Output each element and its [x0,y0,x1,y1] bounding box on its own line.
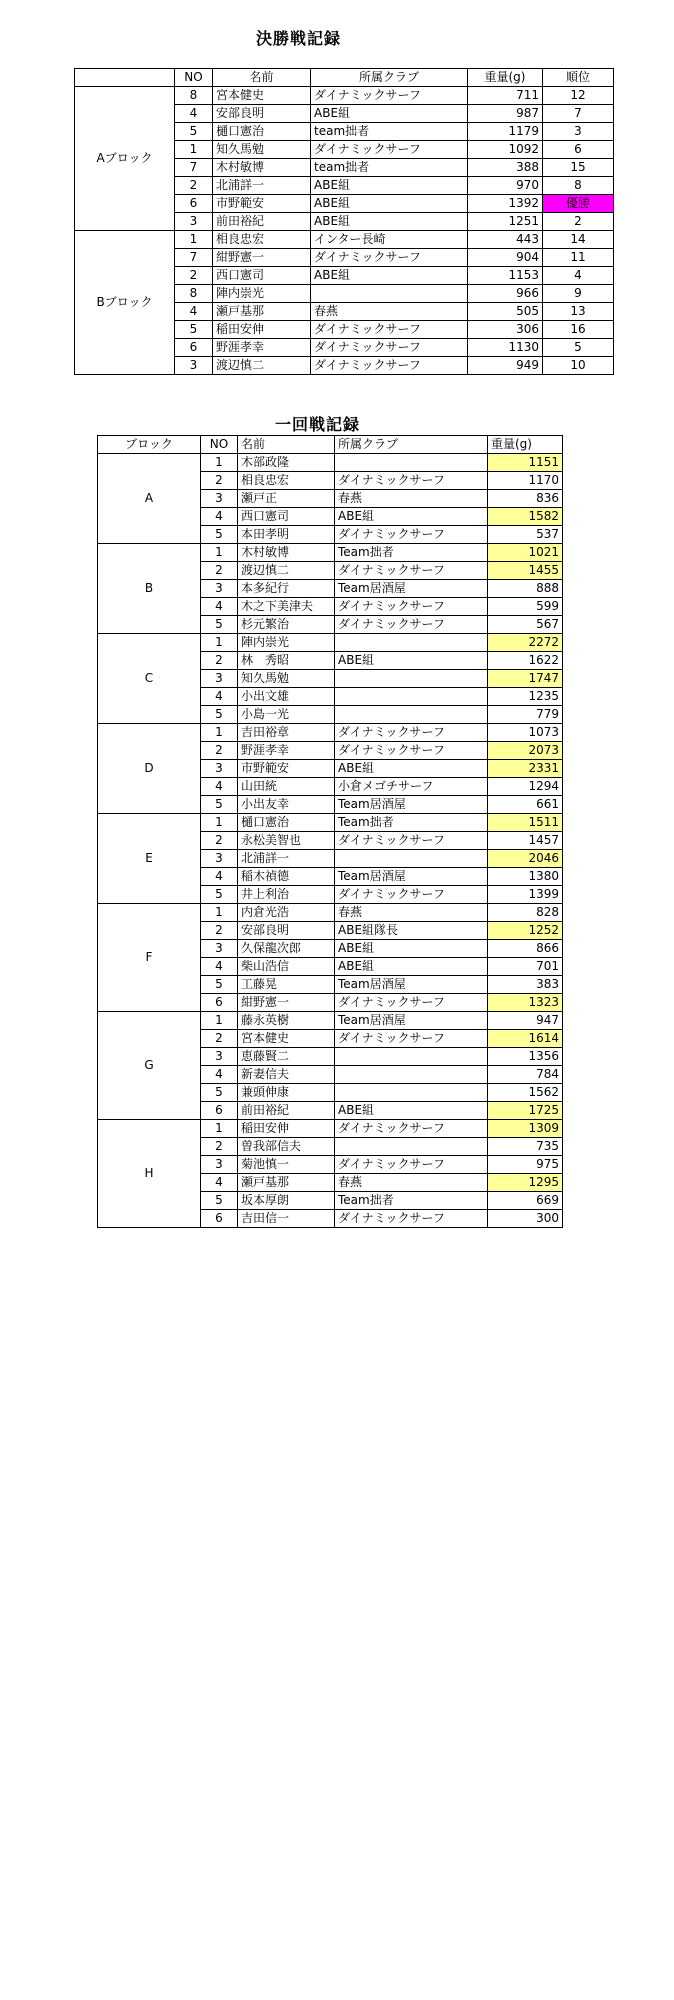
entry-club: ABE組 [335,760,488,778]
entry-name: 兼頭伸康 [238,1084,335,1102]
header-rank: 順位 [543,69,614,87]
entry-no: 1 [175,141,213,159]
entry-weight: 836 [488,490,563,508]
entry-name: 北浦詳一 [238,850,335,868]
entry-club: ダイナミックサーフ [335,742,488,760]
entry-name: 井上利治 [238,886,335,904]
entry-club [335,1066,488,1084]
winner-badge: 優勝 [543,195,614,213]
header-block-spacer [75,69,175,87]
qualified-weight: 2331 [488,760,563,778]
entry-rank: 8 [543,177,614,195]
table-row [75,231,614,249]
entry-club [335,706,488,724]
entry-name: 木之下美津夫 [238,598,335,616]
entry-club: team拙者 [311,159,468,177]
entry-rank: 6 [543,141,614,159]
entry-name: 木村敏博 [213,159,311,177]
entry-weight: 1251 [468,213,543,231]
entry-rank: 2 [543,213,614,231]
entry-no: 3 [201,1156,238,1174]
entry-no: 4 [201,1066,238,1084]
final-record-table [74,68,614,375]
entry-no: 3 [201,760,238,778]
block-label: B [98,544,201,634]
entry-name: 西口憲司 [213,267,311,285]
header-weight: 重量(g) [468,69,543,87]
entry-club: インター長崎 [311,231,468,249]
entry-no: 2 [175,267,213,285]
entry-weight: 1235 [488,688,563,706]
entry-club: 春燕 [311,303,468,321]
entry-no: 3 [201,580,238,598]
entry-club [335,1048,488,1066]
entry-club: ダイナミックサーフ [335,1210,488,1228]
entry-name: 相良忠宏 [213,231,311,249]
entry-name: 小島一光 [238,706,335,724]
entry-no: 4 [201,508,238,526]
block-label: E [98,814,201,904]
entry-name: 恵藤賢二 [238,1048,335,1066]
entry-club: ダイナミックサーフ [335,472,488,490]
entry-club: ダイナミックサーフ [335,526,488,544]
entry-no: 5 [175,321,213,339]
entry-no: 4 [201,1174,238,1192]
entry-name: 前田裕紀 [238,1102,335,1120]
qualified-weight: 1614 [488,1030,563,1048]
entry-club: ダイナミックサーフ [335,562,488,580]
entry-no: 1 [201,1120,238,1138]
entry-no: 2 [201,1138,238,1156]
entry-club: ダイナミックサーフ [311,141,468,159]
entry-club: ダイナミックサーフ [335,994,488,1012]
entry-no: 4 [201,778,238,796]
entry-name: 吉田信一 [238,1210,335,1228]
entry-weight: 443 [468,231,543,249]
entry-name: 小出文雄 [238,688,335,706]
entry-club: 春燕 [335,904,488,922]
entry-name: 野涯孝幸 [213,339,311,357]
entry-club: ABE組 [335,508,488,526]
qualified-weight: 2046 [488,850,563,868]
qualified-weight: 1455 [488,562,563,580]
entry-club: ダイナミックサーフ [335,1156,488,1174]
table-row [75,87,614,105]
entry-name: 野涯孝幸 [238,742,335,760]
table-row [98,1012,563,1030]
entry-name: 渡辺慎二 [213,357,311,375]
entry-club [335,688,488,706]
entry-name: 杉元繁治 [238,616,335,634]
entry-weight: 784 [488,1066,563,1084]
table-row [98,544,563,562]
entry-weight: 970 [468,177,543,195]
entry-rank: 9 [543,285,614,303]
entry-club: ダイナミックサーフ [335,1120,488,1138]
entry-weight: 711 [468,87,543,105]
qualified-weight: 1309 [488,1120,563,1138]
entry-weight: 1622 [488,652,563,670]
header-no: NO [175,69,213,87]
entry-club: ダイナミックサーフ [311,87,468,105]
qualified-weight: 2073 [488,742,563,760]
entry-no: 2 [201,742,238,760]
entry-weight: 1399 [488,886,563,904]
block-label: A [98,454,201,544]
entry-weight: 1170 [488,472,563,490]
final-record-body [75,87,614,375]
entry-club: ABE組 [335,652,488,670]
entry-club: ダイナミックサーフ [311,249,468,267]
header-name: 名前 [213,69,311,87]
first-round-table [97,435,563,1228]
entry-weight: 300 [488,1210,563,1228]
entry-weight: 1562 [488,1084,563,1102]
header-club: 所属クラブ [311,69,468,87]
entry-name: 永松美智也 [238,832,335,850]
final-record-title: 決勝戦記録 [256,29,342,48]
entry-club: ABE組隊長 [335,922,488,940]
entry-weight: 661 [488,796,563,814]
entry-weight: 866 [488,940,563,958]
entry-name: 宮本健史 [213,87,311,105]
entry-name: 本田孝明 [238,526,335,544]
entry-weight: 505 [468,303,543,321]
entry-club: ダイナミックサーフ [311,321,468,339]
entry-name: 小出友幸 [238,796,335,814]
entry-name: 久保龍次郎 [238,940,335,958]
entry-weight: 537 [488,526,563,544]
entry-club: ダイナミックサーフ [335,886,488,904]
block-label: D [98,724,201,814]
entry-weight: 888 [488,580,563,598]
entry-weight: 669 [488,1192,563,1210]
qualified-weight: 1252 [488,922,563,940]
entry-name: 瀬戸基那 [213,303,311,321]
entry-club: ABE組 [335,958,488,976]
entry-name: 安部良明 [238,922,335,940]
entry-club: ダイナミックサーフ [311,357,468,375]
table-row [98,814,563,832]
entry-no: 1 [201,1012,238,1030]
entry-no: 3 [201,1048,238,1066]
entry-name: 吉田裕章 [238,724,335,742]
entry-rank: 11 [543,249,614,267]
entry-name: 紺野憲一 [213,249,311,267]
table-row [98,634,563,652]
entry-name: 北浦詳一 [213,177,311,195]
entry-no: 3 [201,490,238,508]
entry-no: 3 [175,357,213,375]
entry-weight: 1294 [488,778,563,796]
entry-weight: 1092 [468,141,543,159]
entry-no: 6 [201,1210,238,1228]
entry-name: 相良忠宏 [238,472,335,490]
entry-no: 4 [201,598,238,616]
entry-no: 4 [175,303,213,321]
entry-name: 工藤晃 [238,976,335,994]
entry-no: 2 [201,922,238,940]
entry-weight: 701 [488,958,563,976]
block-label: Aブロック [75,87,175,231]
entry-rank: 15 [543,159,614,177]
entry-rank: 4 [543,267,614,285]
entry-club: Team居酒屋 [335,580,488,598]
entry-club [335,850,488,868]
entry-weight: 1356 [488,1048,563,1066]
block-label: Bブロック [75,231,175,375]
first-header-row [98,436,563,454]
entry-weight: 949 [468,357,543,375]
entry-name: 宮本健史 [238,1030,335,1048]
qualified-weight: 1725 [488,1102,563,1120]
entry-name: 菊池慎一 [238,1156,335,1174]
entry-name: 稲田安伸 [238,1120,335,1138]
entry-club: ダイナミックサーフ [335,832,488,850]
qualified-weight: 1021 [488,544,563,562]
entry-no: 2 [201,832,238,850]
entry-club [335,454,488,472]
entry-no: 5 [201,616,238,634]
header-club: 所属クラブ [335,436,488,454]
entry-no: 4 [201,868,238,886]
entry-name: 市野範安 [213,195,311,213]
entry-name: 陣内崇光 [238,634,335,652]
entry-name: 内倉光浩 [238,904,335,922]
entry-club [335,1084,488,1102]
entry-rank: 14 [543,231,614,249]
entry-no: 5 [201,526,238,544]
entry-club: ABE組 [311,213,468,231]
entry-no: 3 [201,940,238,958]
entry-no: 6 [201,994,238,1012]
entry-club: ダイナミックサーフ [335,1030,488,1048]
entry-weight: 828 [488,904,563,922]
qualified-weight: 1151 [488,454,563,472]
qualified-weight: 1747 [488,670,563,688]
entry-no: 5 [201,1192,238,1210]
entry-club: Team居酒屋 [335,868,488,886]
entry-rank: 13 [543,303,614,321]
entry-weight: 966 [468,285,543,303]
entry-name: 安部良明 [213,105,311,123]
entry-rank: 3 [543,123,614,141]
table-row [98,724,563,742]
entry-rank: 5 [543,339,614,357]
qualified-weight: 1511 [488,814,563,832]
entry-club: Team拙者 [335,814,488,832]
entry-name: 知久馬勉 [238,670,335,688]
entry-name: 稲木禎德 [238,868,335,886]
first-round-title: 一回戦記録 [275,415,361,434]
entry-no: 5 [201,886,238,904]
entry-no: 5 [201,706,238,724]
entry-no: 1 [201,814,238,832]
entry-club: ABE組 [335,1102,488,1120]
entry-name: 坂本厚朗 [238,1192,335,1210]
block-label: G [98,1012,201,1120]
entry-weight: 1392 [468,195,543,213]
entry-name: 林 秀昭 [238,652,335,670]
entry-weight: 1457 [488,832,563,850]
entry-no: 8 [175,285,213,303]
entry-club: 春燕 [335,490,488,508]
entry-club [311,285,468,303]
entry-no: 3 [175,213,213,231]
qualified-weight: 2272 [488,634,563,652]
entry-name: 渡辺慎二 [238,562,335,580]
entry-no: 5 [201,976,238,994]
entry-name: 稲田安伸 [213,321,311,339]
header-name: 名前 [238,436,335,454]
entry-no: 8 [175,87,213,105]
entry-weight: 1153 [468,267,543,285]
entry-weight: 1380 [488,868,563,886]
entry-no: 4 [201,688,238,706]
entry-no: 2 [175,177,213,195]
entry-no: 7 [175,249,213,267]
entry-weight: 567 [488,616,563,634]
entry-club: ダイナミックサーフ [335,724,488,742]
entry-club: ダイナミックサーフ [335,616,488,634]
entry-club: ABE組 [311,105,468,123]
entry-club: team拙者 [311,123,468,141]
entry-no: 6 [175,339,213,357]
final-header-row [75,69,614,87]
entry-club: ABE組 [311,195,468,213]
entry-club [335,1138,488,1156]
qualified-weight: 1582 [488,508,563,526]
entry-no: 1 [175,231,213,249]
entry-name: 市野範安 [238,760,335,778]
entry-name: 樋口憲治 [238,814,335,832]
table-row [98,454,563,472]
entry-name: 木村敏博 [238,544,335,562]
entry-no: 5 [201,796,238,814]
entry-club: Team居酒屋 [335,1012,488,1030]
entry-rank: 16 [543,321,614,339]
entry-name: 藤永英樹 [238,1012,335,1030]
header-weight: 重量(g) [488,436,563,454]
entry-weight: 1179 [468,123,543,141]
first-round-body [98,454,563,1228]
entry-no: 1 [201,634,238,652]
entry-club: ABE組 [335,940,488,958]
entry-weight: 904 [468,249,543,267]
entry-no: 6 [175,195,213,213]
entry-no: 5 [175,123,213,141]
entry-weight: 975 [488,1156,563,1174]
entry-weight: 306 [468,321,543,339]
entry-club: ダイナミックサーフ [311,339,468,357]
entry-rank: 12 [543,87,614,105]
entry-weight: 779 [488,706,563,724]
entry-club: ダイナミックサーフ [335,598,488,616]
entry-name: 知久馬勉 [213,141,311,159]
entry-name: 陣内崇光 [213,285,311,303]
entry-weight: 987 [468,105,543,123]
entry-no: 4 [175,105,213,123]
entry-club [335,634,488,652]
entry-weight: 599 [488,598,563,616]
block-label: F [98,904,201,1012]
block-label: C [98,634,201,724]
entry-no: 6 [201,1102,238,1120]
entry-no: 7 [175,159,213,177]
entry-weight: 1073 [488,724,563,742]
entry-name: 新妻信夫 [238,1066,335,1084]
entry-name: 曽我部信夫 [238,1138,335,1156]
entry-club: 春燕 [335,1174,488,1192]
entry-no: 1 [201,904,238,922]
qualified-weight: 1295 [488,1174,563,1192]
entry-weight: 383 [488,976,563,994]
entry-club: Team居酒屋 [335,976,488,994]
header-no: NO [201,436,238,454]
entry-no: 1 [201,724,238,742]
entry-no: 1 [201,544,238,562]
entry-club [335,670,488,688]
entry-weight: 735 [488,1138,563,1156]
qualified-weight: 1323 [488,994,563,1012]
entry-name: 瀬戸基那 [238,1174,335,1192]
entry-club: ABE組 [311,177,468,195]
entry-name: 紺野憲一 [238,994,335,1012]
entry-weight: 1130 [468,339,543,357]
entry-no: 5 [201,1084,238,1102]
entry-name: 木部政隆 [238,454,335,472]
entry-name: 前田裕紀 [213,213,311,231]
entry-name: 西口憲司 [238,508,335,526]
header-block: ブロック [98,436,201,454]
entry-name: 樋口憲治 [213,123,311,141]
entry-no: 3 [201,670,238,688]
entry-no: 3 [201,850,238,868]
entry-club: 小倉メゴチサーフ [335,778,488,796]
entry-name: 山田統 [238,778,335,796]
entry-no: 2 [201,472,238,490]
entry-club: Team拙者 [335,1192,488,1210]
entry-no: 2 [201,1030,238,1048]
entry-no: 2 [201,652,238,670]
entry-no: 1 [201,454,238,472]
entry-rank: 10 [543,357,614,375]
table-row [98,1120,563,1138]
entry-name: 瀬戸正 [238,490,335,508]
entry-no: 4 [201,958,238,976]
entry-no: 2 [201,562,238,580]
table-row [98,904,563,922]
entry-club: Team拙者 [335,544,488,562]
entry-name: 柴山浩信 [238,958,335,976]
entry-weight: 388 [468,159,543,177]
block-label: H [98,1120,201,1228]
entry-club: Team居酒屋 [335,796,488,814]
entry-club: ABE組 [311,267,468,285]
entry-rank: 7 [543,105,614,123]
entry-weight: 947 [488,1012,563,1030]
entry-name: 本多紀行 [238,580,335,598]
